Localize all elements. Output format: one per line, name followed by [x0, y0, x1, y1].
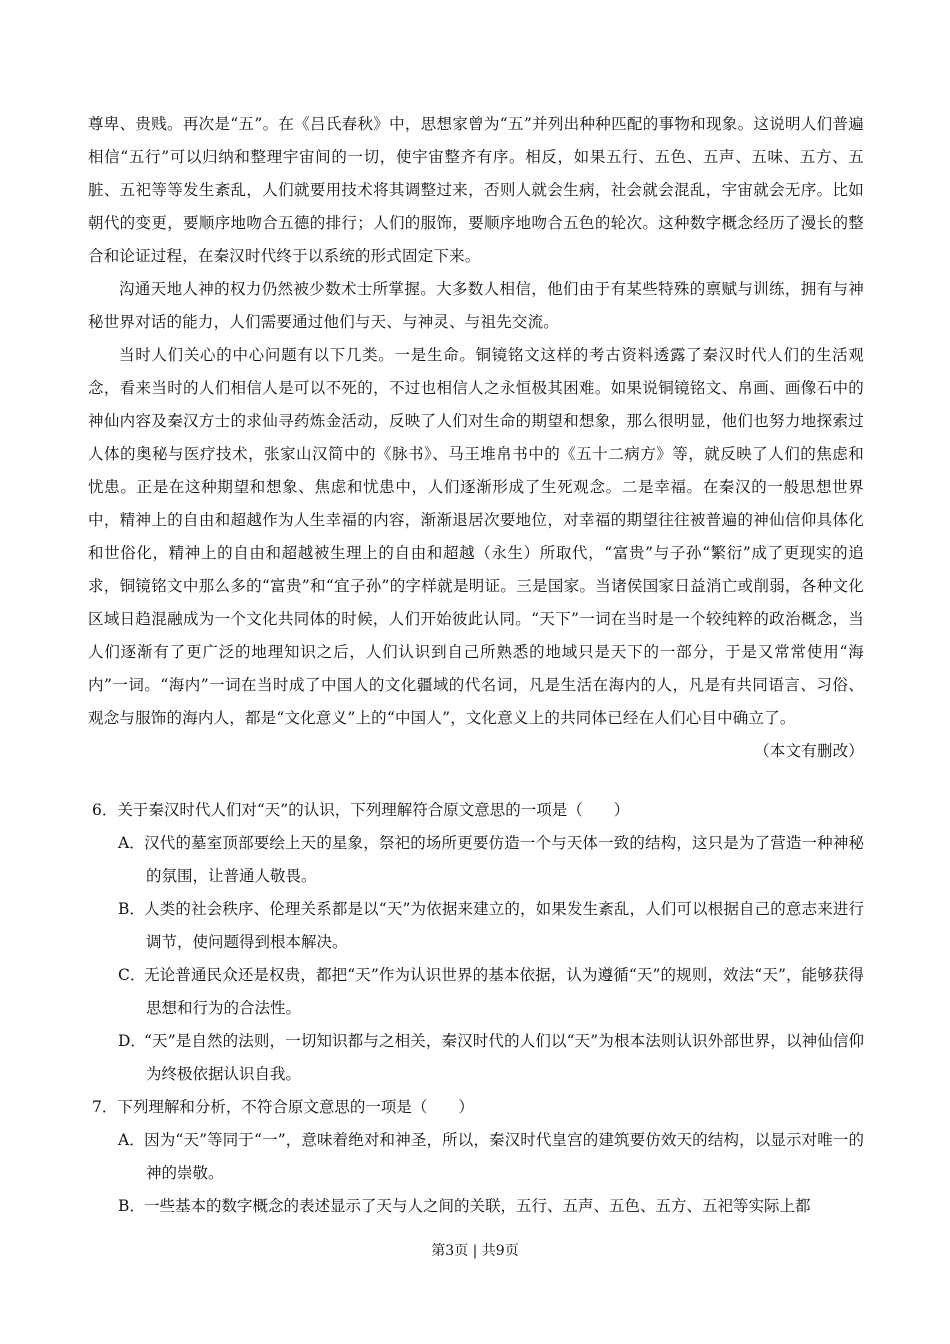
- reading-passage: [88, 108, 864, 768]
- option-b[interactable]: [92, 893, 864, 959]
- option-d[interactable]: [92, 1025, 864, 1091]
- option-a[interactable]: [92, 1124, 864, 1190]
- option-text: 一些基本的数字概念的表述显示了天与人之间的关联，五行、五声、五色、五方、五祀等实际上都: [144, 1197, 811, 1215]
- passage-paragraph-3: 当时人们关心的中心问题有以下几类。一是生命。铜镜铭文这样的考古资料透露了秦汉时代人们的生活观念，看来当时的人们相信人是可以不死的，不过也相信人之永恒极其困难。如果说铜镜铭文、帛画、画像石中的神仙内容及秦汉方士的求仙寻药炼金活动，反映了人们对生命的期望和想象，那么很明显，他们也努力地探索过人体的奥秘与医疗技术，张家山汉简中的《脉书》、马王堆帛书中的《五十二病方》等，就反映了人们的焦虑和忧患。正是在这种期望和想象、焦虑和忧患中，人们逐渐形成了生死观念。二是幸福。在秦汉的一般思想世界中，精神上的自由和超越作为人生幸福的内容，渐渐退居次要地位，对幸福的期望往往被普遍的神仙信仰具体化和世俗化，精神上的自由和超越被生理上的自由和超越（永生）所取代，“富贵”与子孙“繁衍”成了更现实的追求，铜镜铭文中那么多的“富贵”和“宜子孙”的字样就是明证。三是国家。当诸侯国家日益消亡或削弱，各种文化区域日趋混融成为一个文化共同体的时候，人们开始彼此认同。“天下”一词在当时是一个较纯粹的政治概念，当人们逐渐有了更广泛的地理知识之后，人们认识到自己所熟悉的地域只是天下的一部分，于是又常常使用“海内”一词。“海内”一词在当时成了中国人的文化疆域的代名词，凡是生活在海内的人，凡是有共同语言、习俗、观念与服饰的海内人，都是“文化意义”上的“中国人”，文化意义上的共同体已经在人们心目中确立了。: [88, 346, 864, 727]
- option-b[interactable]: [92, 1190, 864, 1223]
- question-6: [92, 794, 864, 1091]
- option-text: “天”是自然的法则，一切知识都与之相关，秦汉时代的人们以“天”为根本法则认识外部世界，以神仙信仰为终极依据认识自我。: [144, 1032, 864, 1083]
- passage-paragraph-1: 尊卑、贵贱。再次是“五”。在《吕氏春秋》中，思想家曾为“五”并列出种种匹配的事物和现象。这说明人们普遍相信“五行”可以归纳和整理宇宙间的一切，使宇宙整齐有序。相反，如果五行、五色、五声、五味、五方、五脏、五祀等等发生紊乱，人们就要用技术将其调整过来，否则人就会生病，社会就会混乱，宇宙就会无序。比如朝代的变更，要顺序地吻合五德的排行；人们的服饰，要顺序地吻合五色的轮次。这种数字概念经历了漫长的整合和论证过程，在秦汉时代终于以系统的形式固定下来。: [88, 115, 864, 265]
- option-text: 汉代的墓室顶部要绘上天的星象，祭祀的场所更要仿造一个与天体一致的结构，这只是为了营造一种神秘的氛围，让普通人敬畏。: [144, 834, 864, 885]
- passage-source-note: （本文有删改）: [754, 742, 864, 760]
- option-letter: C．: [118, 966, 146, 984]
- passage-paragraph-2: 沟通天地人神的权力仍然被少数术士所掌握。大多数人相信，他们由于有某些特殊的禀赋与训练，拥有与神秘世界对话的能力，人们需要通过他们与天、与神灵、与祖先交流。: [88, 280, 864, 331]
- question-stem: 6．关于秦汉时代人们对“天”的认识，下列理解符合原文意思的一项是（ ）: [92, 801, 630, 819]
- option-letter: B．: [118, 900, 145, 918]
- question-stem: 7．下列理解和分析，不符合原文意思的一项是（ ）: [92, 1098, 474, 1116]
- option-c[interactable]: [92, 959, 864, 1025]
- question-7: [92, 1091, 864, 1223]
- option-text: 因为“天”等同于“一”，意味着绝对和神圣，所以，秦汉时代皇宫的建筑要仿效天的结构，以显示对唯一的神的崇敬。: [144, 1131, 864, 1182]
- question-list: [92, 794, 864, 1223]
- option-letter: A．: [118, 834, 145, 852]
- option-letter: B．: [118, 1197, 145, 1215]
- option-text: 无论普通民众还是权贵，都把“天”作为认识世界的基本依据，认为遵循“天”的规则，效法“天”，能够获得思想和行为的合法性。: [144, 966, 864, 1017]
- option-letter: A．: [118, 1131, 145, 1149]
- option-text: 人类的社会秩序、伦理关系都是以“天”为依据来建立的，如果发生紊乱，人们可以根据自己的意志来进行调节，使问题得到根本解决。: [144, 900, 864, 951]
- option-a[interactable]: [92, 827, 864, 893]
- page-footer: 第3页 | 共9页: [431, 1243, 519, 1259]
- option-letter: D．: [118, 1032, 146, 1050]
